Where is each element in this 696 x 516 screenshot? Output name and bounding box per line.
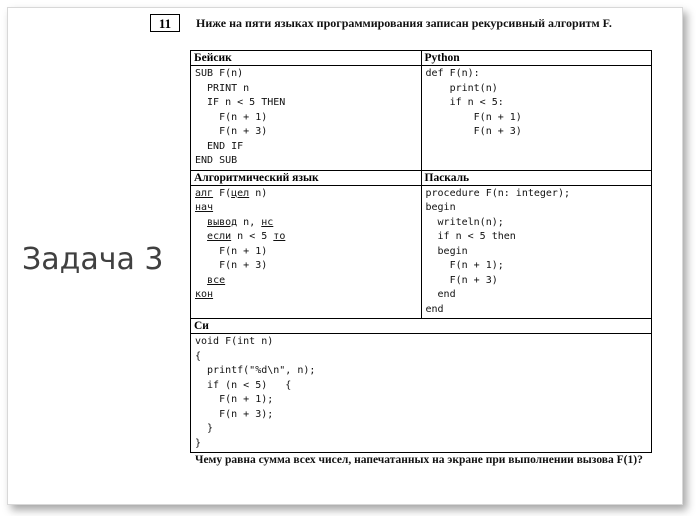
task-number: 11 xyxy=(150,14,180,32)
question-text: Чему равна сумма всех чисел, напечатанных на экране при выполнении вызова F(1)? xyxy=(195,454,643,466)
code-token: F(n + 3) xyxy=(195,260,268,271)
keyword-token: кон xyxy=(195,289,214,300)
code-row-3 xyxy=(191,319,651,452)
code-line: end xyxy=(425,303,444,315)
code-token: F( xyxy=(213,187,232,199)
basic-title: Бейсик xyxy=(191,51,421,66)
code-line: begin xyxy=(425,202,456,213)
keyword-token: цел xyxy=(231,187,250,199)
code-line: F(n + 3) xyxy=(195,126,268,137)
keyword-token: нс xyxy=(261,216,274,228)
code-line: begin xyxy=(425,245,468,257)
algo-block xyxy=(191,171,421,319)
c-code xyxy=(191,334,651,452)
python-block xyxy=(421,51,652,170)
basic-code xyxy=(191,66,421,170)
code-line xyxy=(195,245,417,260)
code-line xyxy=(195,187,417,202)
code-token xyxy=(195,275,207,286)
code-line: def F(n): xyxy=(425,68,480,79)
code-line: { xyxy=(195,350,202,362)
code-line xyxy=(195,274,417,289)
pascal-block xyxy=(421,171,652,319)
pascal-title: Паскаль xyxy=(422,171,652,186)
code-line: if (n < 5) { xyxy=(195,379,292,391)
code-line: if n < 5: xyxy=(425,97,504,108)
keyword-token: нач xyxy=(195,202,214,213)
code-row-2 xyxy=(191,171,651,320)
code-line: F(n + 3) xyxy=(425,126,522,137)
algo-code xyxy=(191,186,421,304)
algo-title: Алгоритмический язык xyxy=(191,171,421,186)
code-token: F(n + 1) xyxy=(195,245,268,257)
code-line: printf("%d\n", n); xyxy=(195,365,316,376)
code-line: F(n + 1) xyxy=(425,111,522,123)
code-line xyxy=(195,230,417,245)
code-row-1 xyxy=(191,51,651,171)
code-token xyxy=(195,217,207,228)
code-line: PRINT n xyxy=(195,82,250,94)
code-line: void F(int n) xyxy=(195,336,274,347)
code-table xyxy=(190,50,652,453)
code-line: } xyxy=(195,437,202,449)
code-line: writeln(n); xyxy=(425,216,504,228)
code-line: if n < 5 then xyxy=(425,231,516,242)
code-line: F(n + 3) xyxy=(425,274,498,286)
keyword-token: то xyxy=(273,231,286,242)
code-token xyxy=(195,231,207,242)
code-token: n, xyxy=(237,216,262,228)
code-line xyxy=(195,259,417,274)
task-intro: Ниже на пяти языках программирования записан рекурсивный алгоритм F. xyxy=(196,16,612,30)
python-title: Python xyxy=(422,51,652,66)
code-line: F(n + 1); xyxy=(425,260,504,271)
code-line: SUB F(n) xyxy=(195,68,244,79)
code-line: } xyxy=(195,423,214,434)
keyword-token: если xyxy=(207,231,232,242)
code-line xyxy=(195,216,417,231)
code-line: print(n) xyxy=(425,82,498,94)
code-line: F(n + 1) xyxy=(195,111,268,123)
code-line: END SUB xyxy=(195,155,238,166)
keyword-token: алг xyxy=(195,187,214,199)
c-block xyxy=(191,319,651,452)
keyword-token: все xyxy=(207,274,226,286)
code-token: n) xyxy=(249,187,268,199)
code-line xyxy=(195,288,417,303)
code-line: IF n < 5 THEN xyxy=(195,97,286,108)
slide-title: Задача 3 xyxy=(22,242,164,277)
code-line: procedure F(n: integer); xyxy=(425,187,570,199)
keyword-token: вывод xyxy=(207,216,238,228)
code-line: F(n + 3); xyxy=(195,408,274,420)
code-line: F(n + 1); xyxy=(195,394,274,405)
code-line xyxy=(195,201,417,216)
python-code xyxy=(422,66,652,141)
c-title: Си xyxy=(191,319,651,334)
code-line: END IF xyxy=(195,140,244,152)
code-token: n < 5 xyxy=(231,231,274,242)
basic-block xyxy=(191,51,421,170)
pascal-code xyxy=(422,186,652,319)
code-line: end xyxy=(425,289,456,300)
